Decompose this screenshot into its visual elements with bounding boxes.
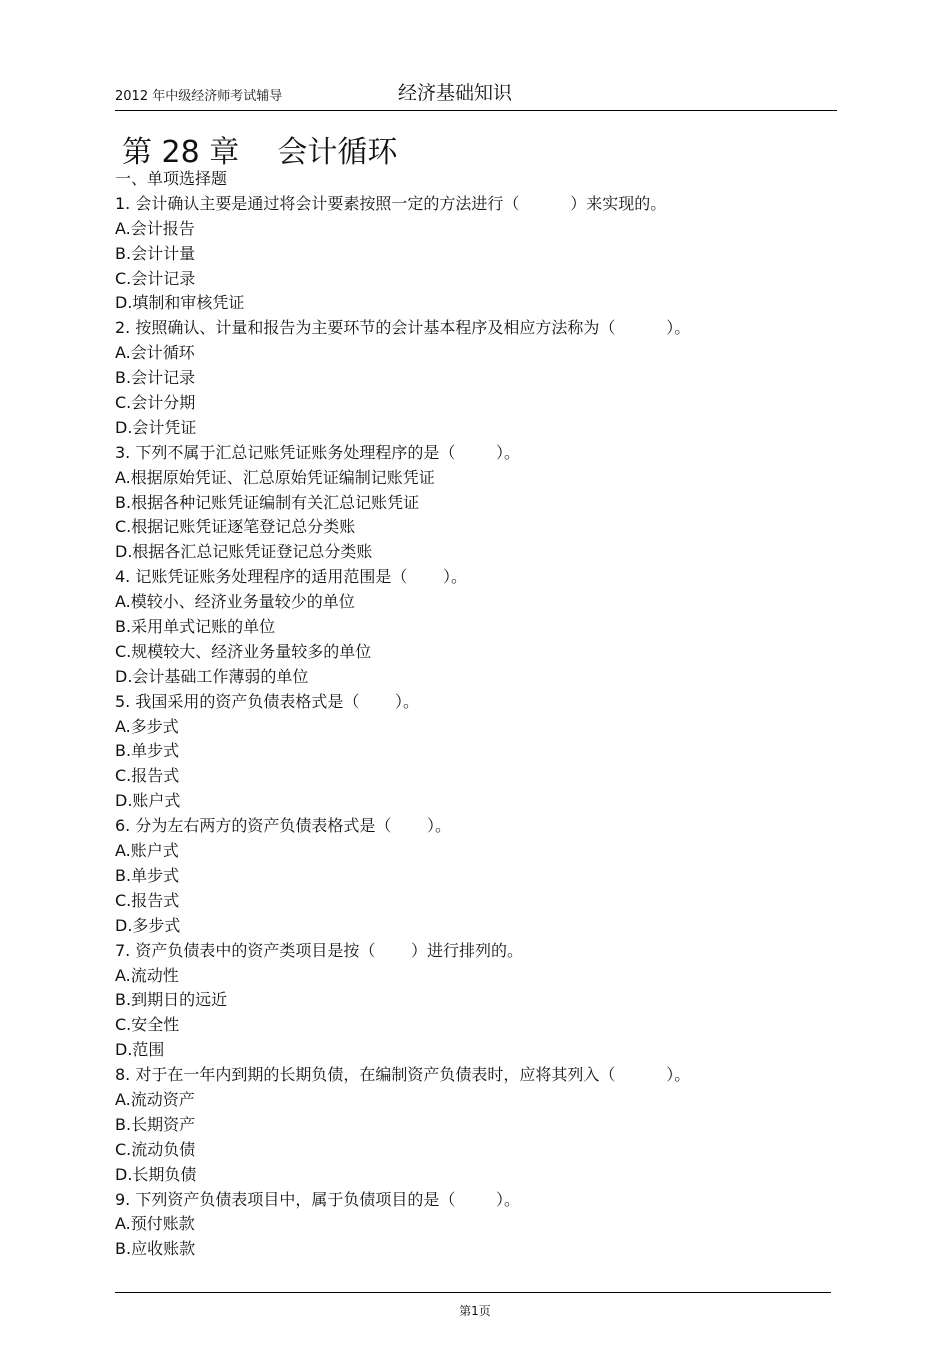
option: A.多步式: [115, 716, 179, 736]
option: C.会计分期: [115, 393, 196, 413]
option: D.填制和审核凭证: [115, 293, 245, 313]
question-5: 5. 我国采用的资产负债表格式是（ ）。: [115, 691, 419, 711]
option: C.规模较大、经济业务量较多的单位: [115, 641, 372, 661]
option: B.单步式: [115, 741, 180, 761]
question-8: 8. 对于在一年内到期的长期负债，在编制资产负债表时，应将其列入（ ）。: [115, 1065, 691, 1085]
option: D.根据各汇总记账凭证登记总分类账: [115, 542, 373, 562]
option: C.流动负债: [115, 1139, 196, 1159]
question-1: 1. 会计确认主要是通过将会计要素按照一定的方法进行（ ）来实现的。: [115, 193, 667, 213]
option: A.流动资产: [115, 1089, 195, 1109]
option: B.到期日的远近: [115, 990, 228, 1010]
footer-divider: [115, 1292, 831, 1293]
option: B.根据各种记账凭证编制有关汇总记账凭证: [115, 492, 420, 512]
option: A.根据原始凭证、汇总原始凭证编制记账凭证: [115, 467, 435, 487]
option: A.模较小、经济业务量较少的单位: [115, 592, 355, 612]
section-heading: 一、单项选择题: [115, 169, 228, 188]
option: B.采用单式记账的单位: [115, 617, 276, 637]
question-3: 3. 下列不属于汇总记账凭证账务处理程序的是（ ）。: [115, 442, 521, 462]
option: D.会计基础工作薄弱的单位: [115, 666, 309, 686]
option: C.会计记录: [115, 268, 196, 288]
question-2: 2. 按照确认、计量和报告为主要环节的会计基本程序及相应方法称为（ ）。: [115, 318, 691, 338]
option: C.安全性: [115, 1015, 180, 1035]
chapter-title: 第 28 章 会计循环: [122, 135, 398, 170]
option: D.账户式: [115, 791, 181, 811]
option: A.会计循环: [115, 343, 195, 363]
option: D.范围: [115, 1040, 165, 1060]
option: A.会计报告: [115, 218, 195, 238]
option: D.长期负债: [115, 1164, 197, 1184]
question-7: 7. 资产负债表中的资产类项目是按（ ）进行排列的。: [115, 940, 523, 960]
option: A.预付账款: [115, 1214, 195, 1234]
question-9: 9. 下列资产负债表项目中，属于负债项目的是（ ）。: [115, 1189, 521, 1209]
question-6: 6. 分为左右两方的资产负债表格式是（ ）。: [115, 816, 451, 836]
option: C.根据记账凭证逐笔登记总分类账: [115, 517, 356, 537]
option: A.流动性: [115, 965, 179, 985]
option: D.会计凭证: [115, 417, 197, 437]
option: B.长期资产: [115, 1114, 196, 1134]
option: B.会计计量: [115, 243, 196, 263]
header-center-title: 经济基础知识: [398, 82, 513, 104]
header-left-text: 2012 年中级经济师考试辅导: [115, 89, 283, 104]
header-divider: [115, 110, 837, 111]
option: B.应收账款: [115, 1239, 196, 1259]
option: C.报告式: [115, 766, 180, 786]
option: D.多步式: [115, 915, 181, 935]
option: B.会计记录: [115, 368, 196, 388]
option: C.报告式: [115, 890, 180, 910]
page-number: 第1页: [459, 1304, 491, 1318]
option: A.账户式: [115, 841, 179, 861]
question-list: [115, 167, 835, 1262]
option: B.单步式: [115, 865, 180, 885]
question-4: 4. 记账凭证账务处理程序的适用范围是（ ）。: [115, 567, 467, 587]
